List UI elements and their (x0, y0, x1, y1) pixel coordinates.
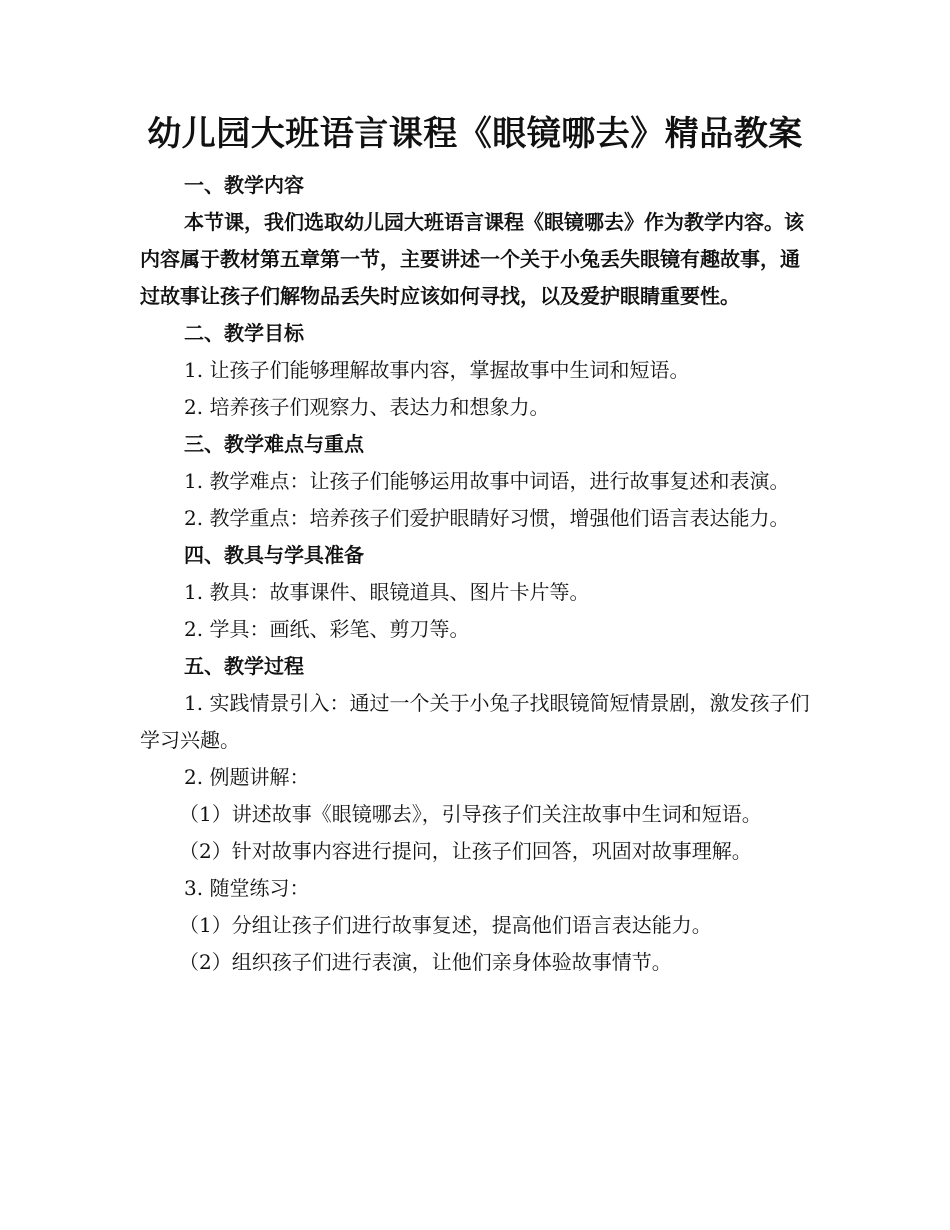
document-body (140, 167, 815, 981)
section-heading-1: 一、教学内容 (184, 173, 304, 197)
section-heading-2: 二、教学目标 (184, 321, 304, 345)
list-item: （2）针对故事内容进行提问，让孩子们回答，巩固对故事理解。 (179, 839, 752, 863)
section-heading-3: 三、教学难点与重点 (184, 432, 364, 456)
list-item: 2. 学具：画纸、彩笔、剪刀等。 (184, 617, 470, 641)
list-item: （1）讲述故事《眼镜哪去》，引导孩子们关注故事中生词和短语。 (179, 802, 762, 826)
section-heading-4: 四、教具与学具准备 (184, 543, 364, 567)
section-paragraph-1: 本节课，我们选取幼儿园大班语言课程《眼镜哪去》作为教学内容。该内容属于教材第五章第一节，主要讲述一个关于小兔丢失眼镜有趣故事，通过故事让孩子们解物品丢失时应该如何寻找，以及爱护眼睛重要性。 (140, 210, 804, 308)
list-item: 1. 教具：故事课件、眼镜道具、图片卡片等。 (184, 580, 590, 604)
list-item: 1. 教学难点：让孩子们能够运用故事中词语，进行故事复述和表演。 (184, 469, 790, 493)
list-item: 1. 实践情景引入：通过一个关于小兔子找眼镜简短情景剧，激发孩子们学习兴趣。 (140, 691, 810, 752)
list-item: 2. 例题讲解： (184, 765, 310, 789)
list-item: 3. 随堂练习： (184, 876, 310, 900)
list-item: （2）组织孩子们进行表演，让他们亲身体验故事情节。 (179, 950, 672, 974)
list-item: 2. 培养孩子们观察力、表达力和想象力。 (184, 395, 550, 419)
document-title: 幼儿园大班语言课程《眼镜哪去》精品教案 (147, 114, 803, 154)
list-item: （1）分组让孩子们进行故事复述，提高他们语言表达能力。 (179, 913, 712, 937)
list-item: 2. 教学重点：培养孩子们爱护眼睛好习惯，增强他们语言表达能力。 (184, 506, 790, 530)
section-heading-5: 五、教学过程 (184, 654, 304, 678)
list-item: 1. 让孩子们能够理解故事内容，掌握故事中生词和短语。 (184, 358, 690, 382)
